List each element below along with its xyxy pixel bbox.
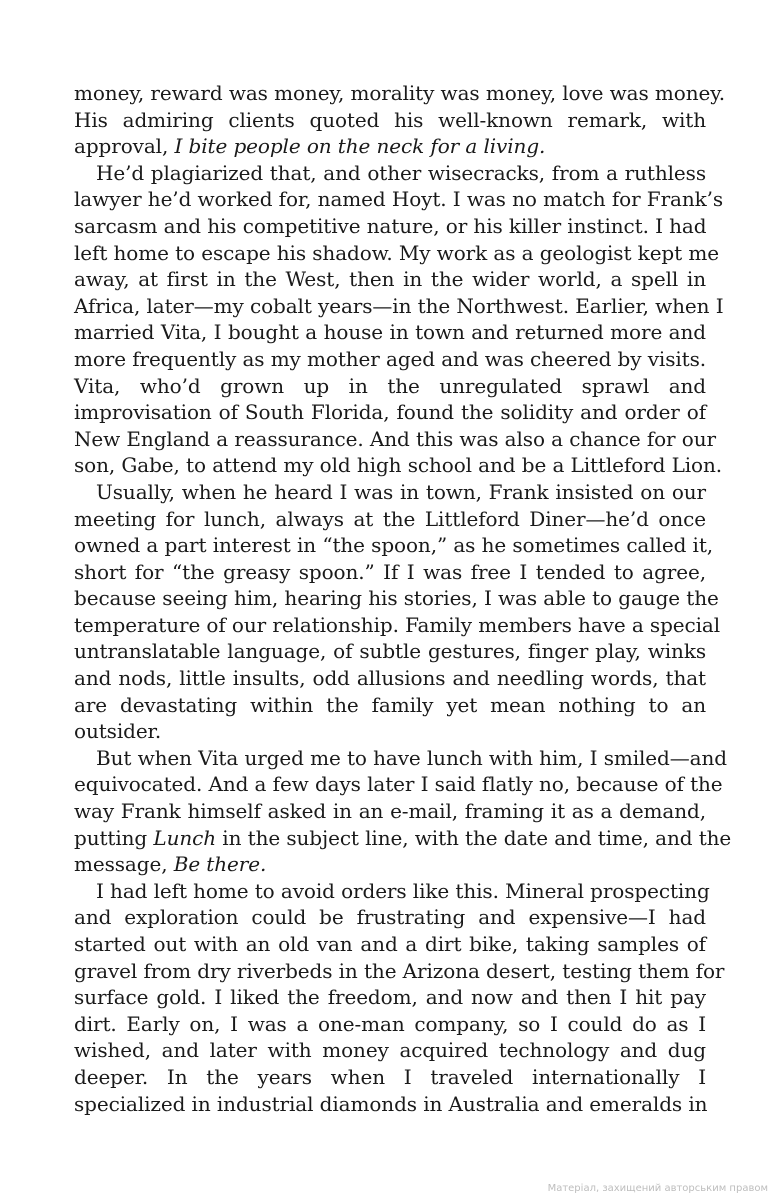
text-line bbox=[74, 107, 706, 134]
text-run: He’d plagiarized that, and other wisecracks, from a ruthless bbox=[96, 160, 706, 185]
text-line bbox=[74, 133, 706, 160]
text-run: son, Gabe, to attend my old high school and be a Littleford Lion. bbox=[74, 453, 723, 478]
text-line bbox=[74, 80, 726, 107]
text-run: I had left home to avoid orders like this. Mineral prospecting bbox=[96, 878, 710, 903]
text-run: untranslatable language, of subtle gestures, finger play, winks bbox=[74, 639, 706, 664]
text-run: and nods, little insults, odd allusions and needling words, that bbox=[74, 666, 706, 691]
text-line bbox=[74, 160, 706, 187]
paragraph bbox=[74, 479, 721, 745]
text-line bbox=[74, 1064, 706, 1091]
text-run: way Frank himself asked in an e-mail, framing it as a demand, bbox=[74, 799, 706, 824]
text-run: His admiring clients quoted his well-known remark, with bbox=[74, 107, 706, 132]
text-line bbox=[74, 665, 706, 692]
text-line bbox=[74, 506, 706, 533]
text-run: sarcasm and his competitive nature, or his killer instinct. I had bbox=[74, 213, 707, 238]
text-run: message, bbox=[74, 852, 174, 877]
text-run: wished, and later with money acquired technology and dug bbox=[74, 1038, 706, 1063]
text-run: Africa, later—my cobalt years—in the Northwest. Earlier, when I bbox=[74, 293, 724, 318]
text-run: improvisation of South Florida, found the solidity and order of bbox=[74, 400, 706, 425]
text-line bbox=[74, 186, 724, 213]
text-line bbox=[74, 1011, 706, 1038]
text-line bbox=[74, 745, 727, 772]
text-line bbox=[74, 240, 719, 267]
text-run: surface gold. I liked the freedom, and now and then I hit pay bbox=[74, 985, 706, 1010]
text-line bbox=[74, 904, 706, 931]
text-run: started out with an old van and a dirt bike, taking samples of bbox=[74, 932, 706, 956]
page-body bbox=[74, 80, 732, 1117]
text-line bbox=[74, 293, 724, 320]
text-line bbox=[74, 373, 706, 400]
text-line bbox=[74, 399, 706, 426]
text-line bbox=[74, 213, 706, 240]
text-line bbox=[74, 958, 725, 985]
copyright-watermark: Матеріал, захищений авторським правом bbox=[547, 1183, 768, 1194]
text-run: equivocated. And a few days later I said flatly no, because of the bbox=[74, 772, 723, 797]
text-line bbox=[74, 984, 706, 1011]
text-run: temperature of our relationship. Family members have a special bbox=[74, 612, 721, 637]
italic-text: Be there. bbox=[173, 852, 267, 877]
text-run: away, at first in the West, then in the wider world, a spell in bbox=[74, 267, 706, 292]
text-run: Vita, who’d grown up in the unregulated sprawl and bbox=[74, 373, 706, 398]
text-run: But when Vita urged me to have lunch with him, I smiled—and bbox=[96, 745, 727, 770]
text-line bbox=[74, 559, 706, 586]
text-run: deeper. In the years when I traveled internationally I bbox=[74, 1064, 706, 1089]
text-run: and exploration could be frustrating and expensive—I had bbox=[74, 905, 706, 930]
text-run: owned a part interest in “the spoon,” as he sometimes called it, bbox=[74, 533, 714, 558]
text-run: short for “the greasy spoon.” If I was free I tended to agree, bbox=[74, 559, 706, 584]
text-line bbox=[74, 479, 706, 506]
text-run: approval, bbox=[74, 134, 175, 159]
text-run: putting bbox=[74, 825, 154, 850]
text-run: gravel from dry riverbeds in the Arizona desert, testing them for bbox=[74, 958, 725, 983]
text-line bbox=[74, 798, 706, 825]
text-run: lawyer he’d worked for, named Hoyt. I was no match for Frank’s bbox=[74, 187, 724, 212]
text-line bbox=[74, 692, 706, 719]
text-run: dirt. Early on, I was a one-man company, so I could do as I bbox=[74, 1011, 706, 1036]
text-line bbox=[74, 612, 721, 639]
text-run: left home to escape his shadow. My work as a geologist kept me bbox=[74, 240, 719, 265]
text-run: are devastating within the family yet mean nothing to an bbox=[74, 692, 706, 717]
italic-text: I bite people on the neck for a living. bbox=[174, 134, 546, 159]
paragraph bbox=[74, 80, 726, 160]
paragraph bbox=[74, 878, 725, 1117]
text-line bbox=[74, 851, 706, 878]
text-run: because seeing him, hearing his stories, I was able to gauge the bbox=[74, 586, 719, 611]
text-line bbox=[74, 426, 716, 453]
paragraph bbox=[74, 745, 732, 878]
text-run: New England a reassurance. And this was also a chance for our bbox=[74, 426, 716, 451]
text-run: married Vita, I bought a house in town and returned more and bbox=[74, 320, 706, 345]
text-run: in the subject line, with the date and time, and the bbox=[216, 825, 732, 850]
paragraph bbox=[74, 160, 724, 479]
text-line bbox=[74, 825, 732, 852]
text-run: more frequently as my mother aged and was cheered by visits. bbox=[74, 346, 707, 371]
text-line bbox=[74, 346, 706, 373]
text-line bbox=[74, 1037, 706, 1064]
text-line bbox=[74, 931, 706, 958]
text-line bbox=[74, 532, 714, 559]
text-run: money, reward was money, morality was money, love was money. bbox=[74, 81, 726, 105]
text-line bbox=[74, 638, 706, 665]
text-line bbox=[74, 319, 706, 346]
text-line bbox=[74, 452, 723, 479]
text-run: meeting for lunch, always at the Littleford Diner—he’d once bbox=[74, 506, 706, 531]
text-line bbox=[74, 585, 719, 612]
text-run: outsider. bbox=[74, 719, 162, 744]
text-line bbox=[74, 718, 706, 745]
text-run: Usually, when he heard I was in town, Frank insisted on our bbox=[96, 479, 706, 504]
text-line bbox=[74, 878, 710, 905]
text-run: specialized in industrial diamonds in Australia and emeralds in bbox=[74, 1091, 708, 1116]
text-line bbox=[74, 771, 723, 798]
text-line bbox=[74, 1091, 706, 1118]
italic-text: Lunch bbox=[153, 825, 217, 850]
text-line bbox=[74, 266, 706, 293]
